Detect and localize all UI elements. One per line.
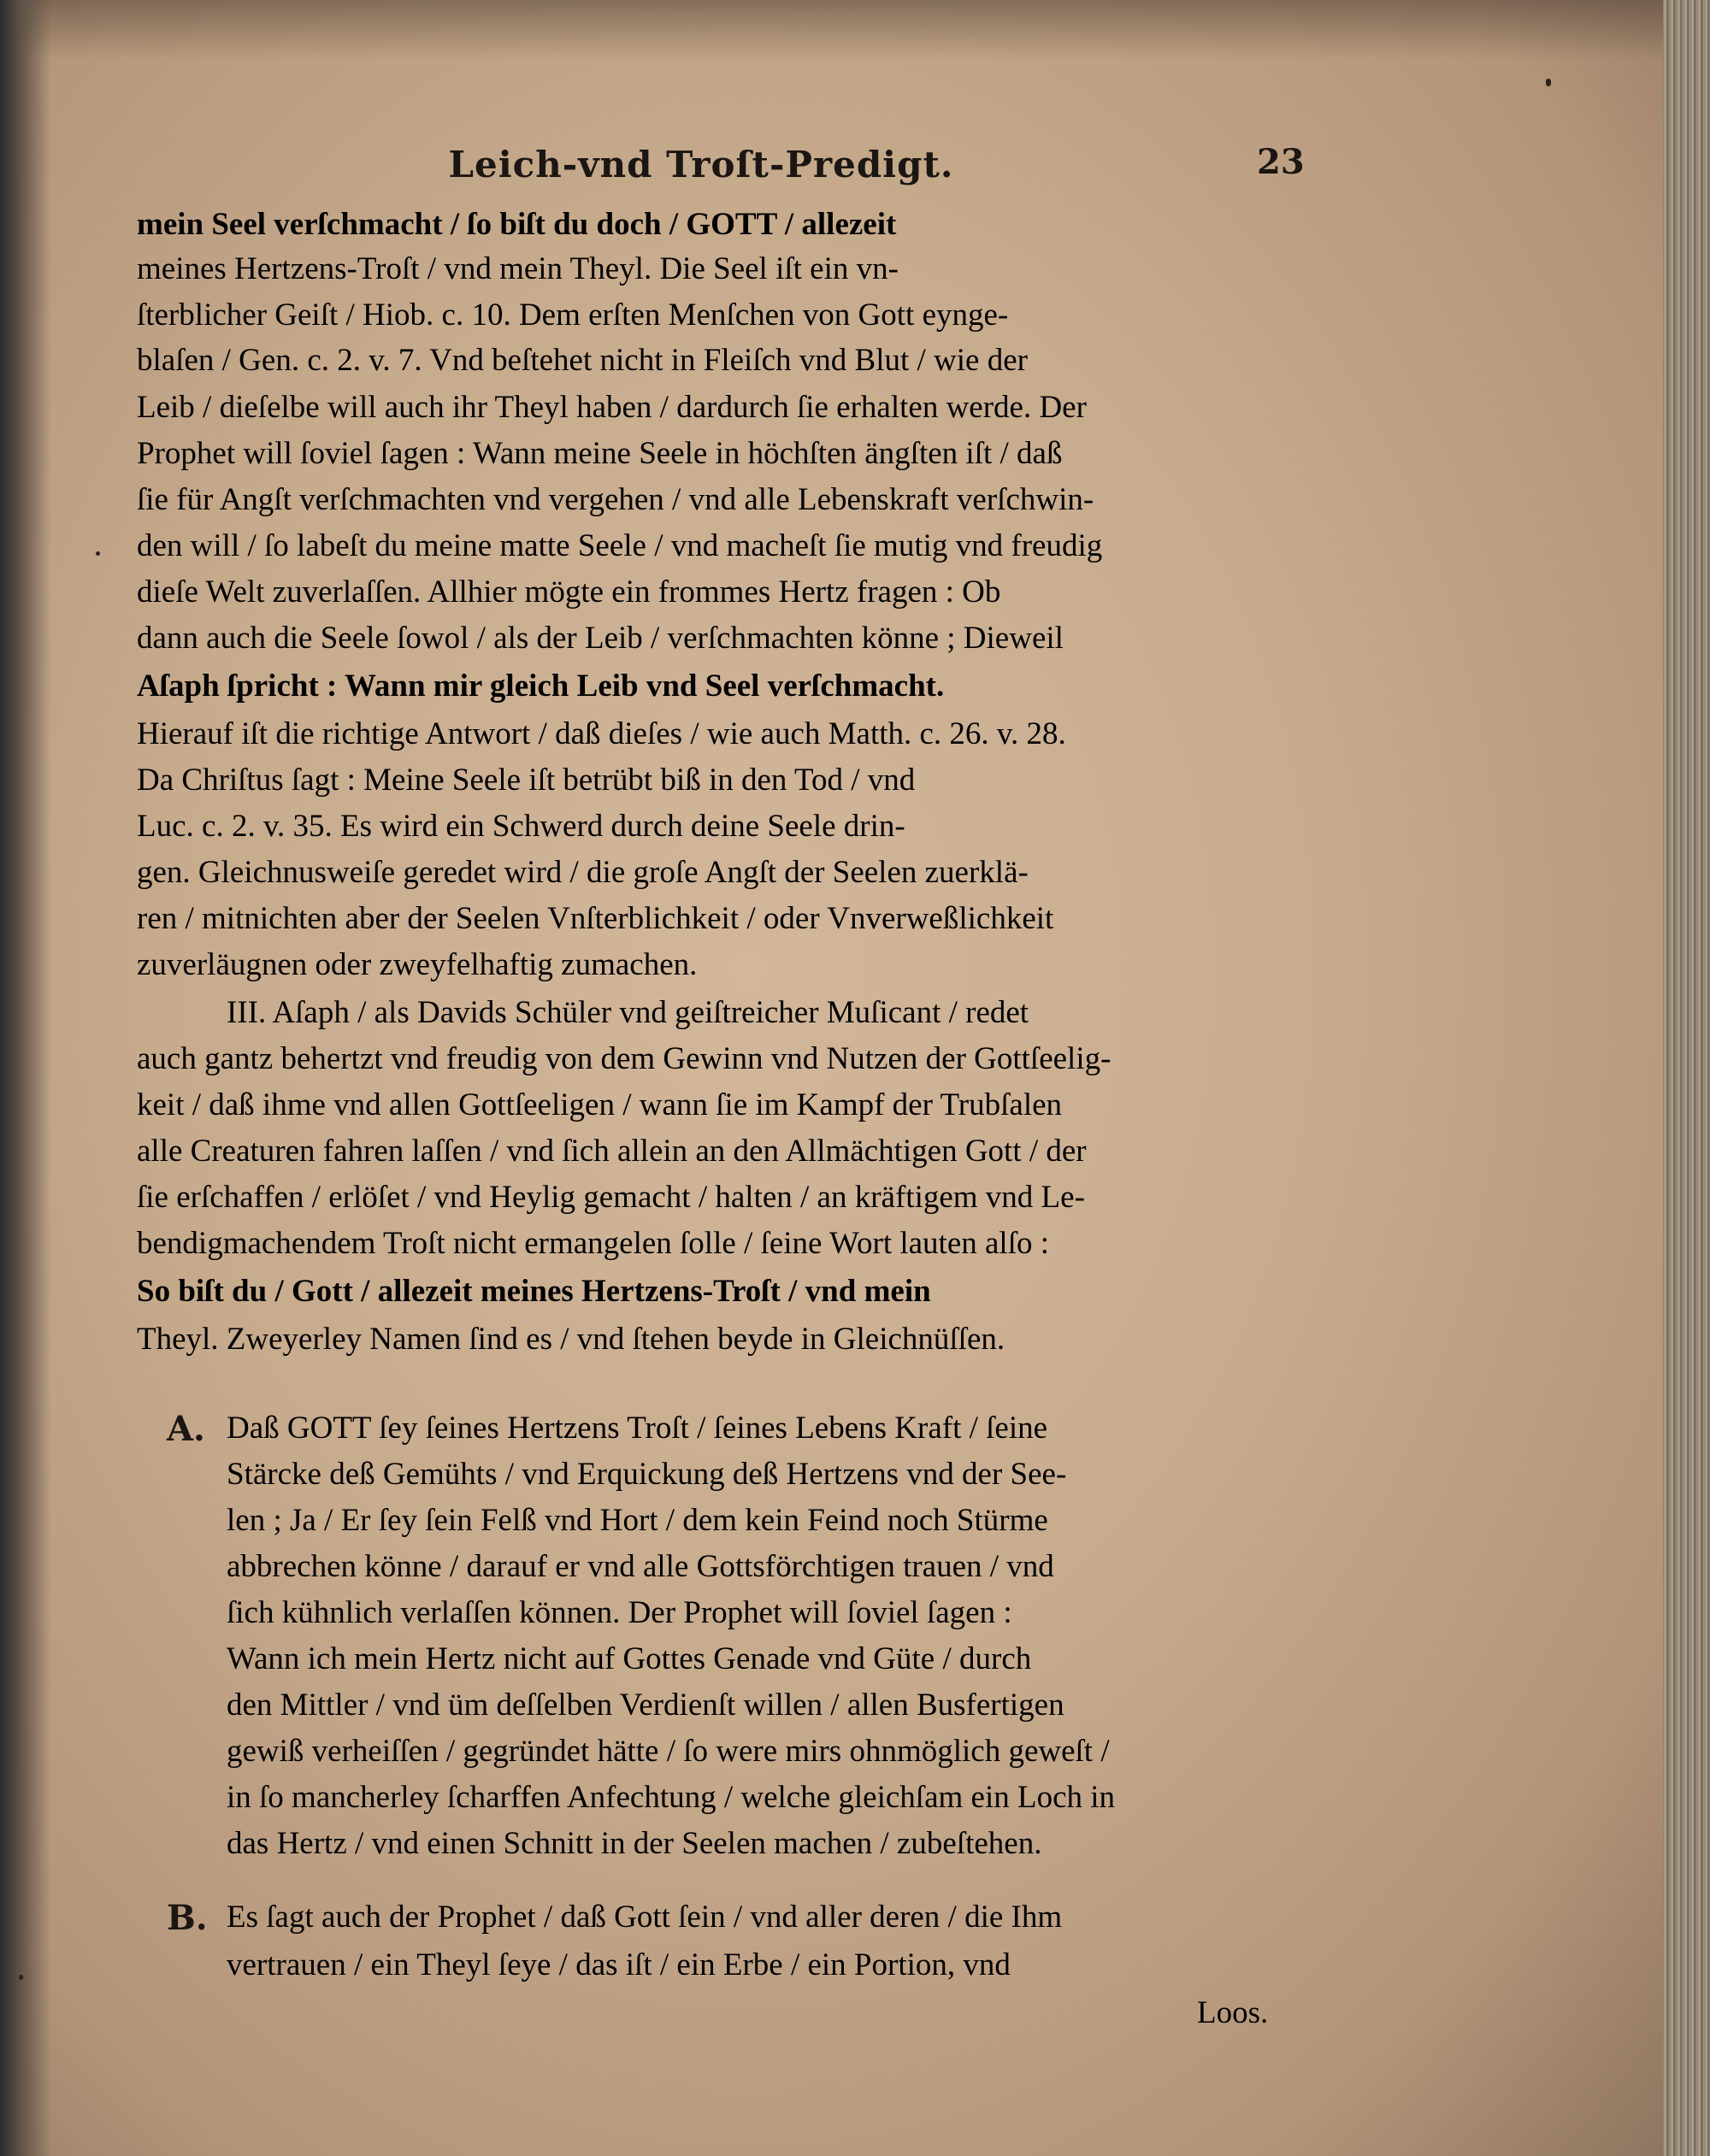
text-line: gen. Gleichnusweiſe geredet wird / die groſe Angſt der Seelen zuerklä- [137,855,1029,890]
text-line: Daß GOTT ſey ſeines Hertzens Troſt / ſeines Lebens Kraft / ſeine [227,1411,1048,1446]
point-b-marker: B. [167,1898,208,1938]
text-line: dieſe Welt zuverlaſſen. Allhier mögte ein frommes Hertz fragen : Ob [137,574,1001,610]
text-line: den Mittler / vnd üm deſſelben Verdienſt willen / allen Busfertigen [227,1688,1064,1723]
text-line: dann auch die Seele ſowol / als der Leib / verſchmachten könne ; Dieweil [137,621,1064,656]
text-line: mein Seel verſchmacht / ſo biſt du doch / GOTT / allezeit [137,207,897,242]
text-line: Es ſagt auch der Prophet / daß Gott ſein / vnd aller deren / die Ihm [227,1900,1063,1935]
text-line: Leib / dieſelbe will auch ihr Theyl haben / dardurch ſie erhalten werde. Der [137,390,1087,425]
text-line: len ; Ja / Er ſey ſein Felß vnd Hort / dem kein Feind noch Stürme [227,1503,1048,1538]
text-line: So biſt du / Gott / allezeit meines Hertzens-Troſt / vnd mein [137,1274,931,1309]
text-line: den will / ſo labeſt du meine matte Seele / vnd macheſt ſie mutig vnd freudig [137,528,1103,563]
text-line: gewiß verheiſſen / gegründet hätte / ſo were mirs ohnmöglich geweſt / [227,1734,1110,1769]
text-line: Stärcke deß Gemühts / vnd Erquickung deß Hertzens vnd der See- [227,1457,1067,1492]
text-line: keit / daß ihme vnd allen Gottſeeligen / wann ſie im Kampf der Trubſalen [137,1087,1063,1122]
text-line: abbrechen könne / darauf er vnd alle Gottsförchtigen trauen / vnd [227,1549,1054,1584]
text-line: ſich kühnlich verlaſſen können. Der Prophet will ſoviel ſagen : [227,1595,1012,1630]
text-line: ſie für Angſt verſchmachten vnd vergehen / vnd alle Lebenskraft verſchwin- [137,482,1094,517]
text-line: blaſen / Gen. c. 2. v. 7. Vnd beſtehet nicht in Fleiſch vnd Blut / wie der [137,343,1028,378]
binding-edge [0,0,51,2156]
top-shadow [0,0,1663,60]
ink-mark [19,1975,23,1980]
text-line: auch gantz behertzt vnd freudig von dem Gewinn vnd Nutzen der Gottſeelig- [137,1041,1112,1076]
text-line: meines Hertzens-Troſt / vnd mein Theyl. Die Seel iſt ein vn- [137,251,899,286]
text-line: Aſaph ſpricht : Wann mir gleich Leib vnd Seel verſchmacht. [137,669,945,704]
text-line: Wann ich mein Hertz nicht auf Gottes Genade vnd Güte / durch [227,1641,1032,1676]
catchword: Loos. [1197,1995,1269,2030]
running-title: Leich-vnd Troſt-Predigt. [448,144,954,186]
text-line: zuverläugnen oder zweyfelhaftig zumachen. [137,947,698,982]
text-line: ren / mitnichten aber der Seelen Vnſterblichkeit / oder Vnverweßlichkeit [137,901,1054,936]
text-line: Hierauf iſt die richtige Antwort / daß dieſes / wie auch Matth. c. 26. v. 28. [137,716,1066,751]
text-line: alle Creaturen fahren laſſen / vnd ſich allein an den Allmächtigen Gott / der [137,1134,1087,1169]
text-line: ſterblicher Geiſt / Hiob. c. 10. Dem erſten Menſchen von Gott eynge- [137,297,1009,333]
page-fore-edge [1663,0,1710,2156]
text-line: Prophet will ſoviel ſagen : Wann meine Seele in höchſten ängſten iſt / daß [137,436,1063,471]
text-line: III. Aſaph / als Davids Schüler vnd geiſtreicher Muſicant / redet [227,995,1029,1030]
page-number: 23 [1257,142,1305,182]
text-line: vertrauen / ein Theyl ſeye / das iſt / ein Erbe / ein Portion, vnd [227,1947,1011,1982]
ink-mark [96,551,100,556]
text-line: Luc. c. 2. v. 35. Es wird ein Schwerd durch deine Seele drin- [137,809,905,844]
text-line: Da Chriſtus ſagt : Meine Seele iſt betrübt biß in den Tod / vnd [137,763,916,798]
point-a-marker: A. [167,1409,205,1449]
text-line: ſie erſchaffen / erlöſet / vnd Heylig gemacht / halten / an kräftigem vnd Le- [137,1180,1085,1215]
ink-mark [1546,79,1551,86]
text-line: Theyl. Zweyerley Namen ſind es / vnd ſtehen beyde in Gleichnüſſen. [137,1322,1005,1357]
text-line: bendigmachendem Troſt nicht ermangelen ſolle / ſeine Wort lauten alſo : [137,1226,1050,1261]
text-line: das Hertz / vnd einen Schnitt in der Seelen machen / zubeſtehen. [227,1826,1042,1861]
text-line: in ſo mancherley ſcharffen Anfechtung / welche gleichſam ein Loch in [227,1780,1116,1815]
